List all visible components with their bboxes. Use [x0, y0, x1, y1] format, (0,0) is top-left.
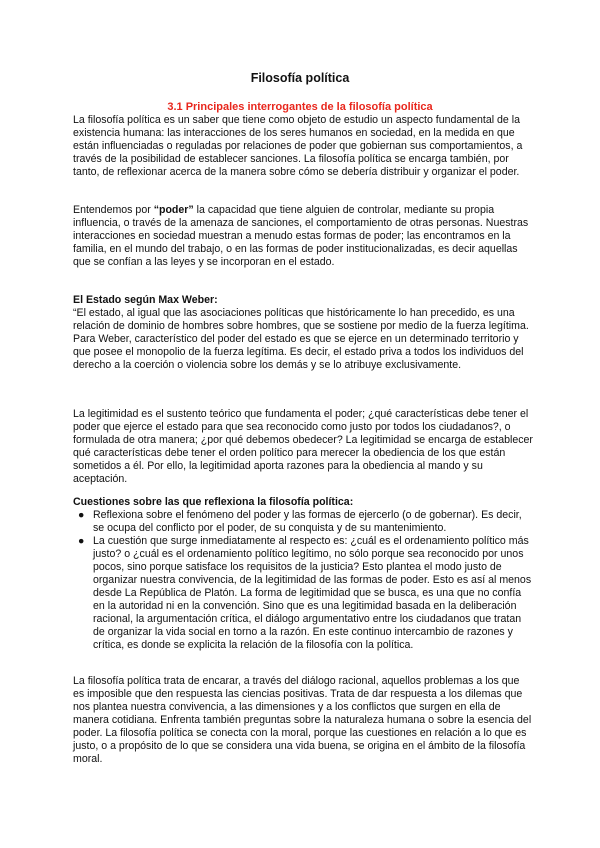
weber-heading: El Estado según Max Weber: [73, 294, 218, 306]
bullet-icon: ● [78, 535, 85, 547]
legitimidad-paragraph [73, 408, 533, 486]
document-title: Filosofía política [250, 71, 350, 85]
intro-paragraph [73, 114, 533, 179]
poder-text-pre: Entendemos por [73, 204, 154, 216]
section-heading: 3.1 Principales interrogantes de la filosofía política [167, 101, 433, 113]
intro-text: La filosofía política es un saber que tiene como objeto de estudio un aspecto fundamental de la existencia humana: las interacciones de los seres humanos en sociedad, en la medida en que están influenciadas o reguladas por relaciones de poder que gobiernan sus comportamientos, a través de la posibilidad de establecer sanciones. La filosofía política se encarga también, por tanto, de reflexionar acerca de la manera sobre cómo se debería distribuir y organizar el poder. [73, 114, 523, 178]
poder-keyword: “poder” [153, 204, 194, 216]
weber-section [73, 294, 533, 372]
list-item-text: La cuestión que surge inmediatamente al respecto es: ¿cuál es el ordenamiento político más justo? o ¿cuál es el ordenamiento político legítimo, no sólo porque sea reconocido por unos pocos, sino porque satisface los requisitos de la justicia? Esto plantea el modo justo de organizar nuestra convivencia, de la legitimidad de las formas de poder. Esto es así al menos desde La República de Platón. La forma de legitimidad que se busca, es una que no confía en la autoridad ni en la convención. Sino que es una legitimidad basada en la deliberación racional, la argumentación crítica, el diálogo argumentativo entre los ciudadanos que tratan de organizar la vida social en torno a la razón. En este continuo intercambio de razones y crítica, es donde se explicita la relación de la filosofía con la política. [93, 535, 532, 651]
conclusion-text: La filosofía política trata de encarar, a través del diálogo racional, aquellos problemas a los que es imposible que den respuesta las ciencias positivas. Trata de dar respuesta a los dilemas que nos plantea nuestra convivencia, a las dimensiones y a los conflictos que surgen en ella de manera cotidiana. Enfrenta también preguntas sobre la naturaleza humana o sobre la esencia del poder. La filosofía política se conecta con la moral, porque las cuestiones en relación a lo que es justo, o a propósito de lo que se considera una vida buena, se origina en el ámbito de la filosofía moral. [73, 675, 532, 765]
list-item [73, 509, 533, 535]
list-item-text: Reflexiona sobre el fenómeno del poder y las formas de ejercerlo (o de gobernar). Es decir, se ocupa del conflicto por el poder, de su conquista y de su mantenimiento. [93, 509, 522, 534]
list-item [73, 535, 533, 652]
cuestiones-section [73, 496, 533, 652]
conclusion-paragraph [73, 675, 533, 766]
legitimidad-text: La legitimidad es el sustento teórico que fundamenta el poder; ¿qué características debe tener el poder que ejerce el estado para que sea reconocido como justo por todos los ciudadanos?, o formulada de otra manera; ¿por qué debemos obedecer? La legitimidad se encarga de establecer qué características debe tener el orden político para merecer la obediencia de los que están sometidos a él. Por ello, la legitimidad aporta razones para la obediencia al mando y su aceptación. [73, 408, 533, 485]
bullet-icon: ● [78, 509, 85, 521]
weber-explanation: Para Weber, característico del poder del estado es que se ejerce en un determinado territorio y que posee el monopolio de la fuerza legítima. Es decir, el estado priva a todos los individuos del derecho a la coerción o violencia sobre los demás y se lo atribuye exclusivamente. [73, 333, 524, 371]
poder-text-post: la capacidad que tiene alguien de controlar, mediante su propia influencia, o través de la amenaza de sanciones, el comportamiento de otras personas. Nuestras interacciones en sociedad muestran a menudo estas formas de poder; las encontramos en la familia, en el mundo del trabajo, o en las formas de poder institucionalizadas, es decir aquellas que se confían a las leyes y se incorporan en el estado. [73, 204, 529, 268]
cuestiones-heading: Cuestiones sobre las que reflexiona la filosofía política: [73, 496, 354, 508]
poder-text [73, 204, 533, 269]
weber-quote: “El estado, al igual que las asociaciones políticas que históricamente lo han precedido, es una relación de dominio de hombres sobre hombres, que se sostiene por medio de la fuerza legítima. [73, 307, 529, 332]
poder-paragraph [73, 204, 533, 269]
cuestiones-list [73, 509, 533, 652]
